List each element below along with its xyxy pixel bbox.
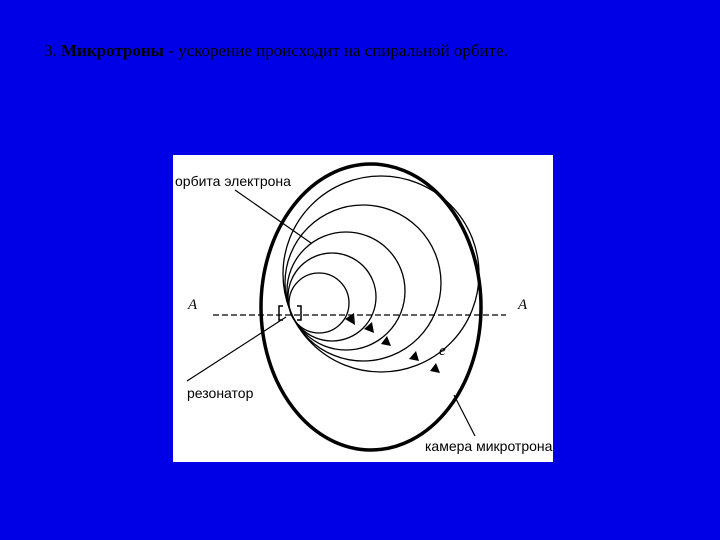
arrow-5 (430, 363, 440, 373)
orbit-4 (285, 205, 441, 361)
label-resonator: резонатор (187, 385, 254, 401)
leader-chamber (454, 395, 475, 436)
label-axis-right: A (518, 297, 528, 313)
label-electron: e (439, 343, 446, 359)
orbit-arrows (345, 313, 440, 373)
label-electron-orbit: орбита электрона (175, 173, 291, 189)
heading-term: Микротроны (61, 41, 164, 60)
label-axis-left: A (188, 297, 198, 313)
label-microtron-chamber: камера микротрона (425, 438, 553, 454)
orbit-2 (288, 253, 376, 341)
microtron-svg (173, 155, 553, 462)
microtron-diagram (173, 155, 553, 462)
heading-text: - ускорение происходит на спиральной орбите. (168, 41, 508, 60)
microtron-chamber (261, 164, 481, 450)
arrow-4 (409, 351, 419, 361)
arrow-2 (364, 322, 374, 333)
heading-number: 3. (44, 41, 57, 60)
slide-heading (44, 41, 508, 61)
